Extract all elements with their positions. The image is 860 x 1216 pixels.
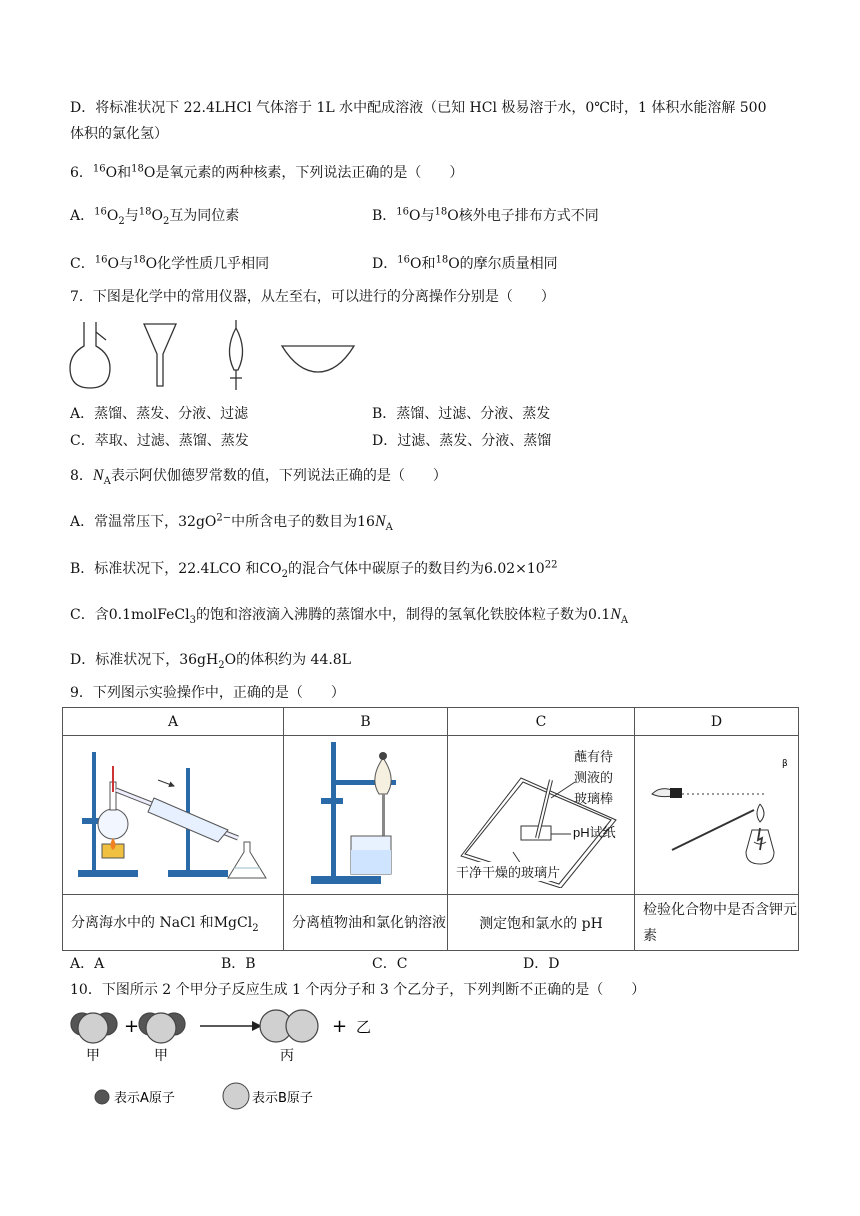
q6-stem: 6．$^{16}$O和$^{18}$O是氧元素的两种核素，下列说法正确的是（ ） bbox=[70, 163, 464, 181]
q9-caption-c: 测定饱和氯水的 pH bbox=[448, 895, 635, 951]
q9-option-c: C．C bbox=[372, 956, 408, 972]
legend-a-label: 表示A原子 bbox=[114, 1091, 175, 1106]
q8-stem: 8．$N_A$表示阿伏伽德罗常数的值，下列说法正确的是（ ） bbox=[70, 467, 447, 487]
legend-b-atom-icon bbox=[223, 1083, 249, 1109]
q7-option-b: B．蒸馏、过滤、分液、蒸发 bbox=[372, 406, 551, 422]
q9-stem: 9．下列图示实验操作中，正确的是（ ） bbox=[70, 685, 345, 701]
q9-header-d: D bbox=[635, 708, 799, 736]
q8-option-c: C．含0.1molFeCl$_3$的饱和溶液滴入沸腾的蒸馏水中，制得的氢氧化铁胶体粒子数为$0.1N_A$ bbox=[70, 606, 629, 626]
plus-sign-2: + bbox=[332, 1016, 348, 1037]
q6-option-c: C．$^{16}$O与$^{18}$O化学性质几乎相同 bbox=[70, 254, 270, 272]
q8-option-d: D．标准状况下，$36gH_2O$的体积约为 44.8L bbox=[70, 652, 352, 671]
q10-stem: 10．下图所示 2 个甲分子反应生成 1 个丙分子和 3 个乙分子，下列判断不正确的是（ ） bbox=[70, 982, 646, 998]
q9-caption-b: 分离植物油和氯化钠溶液 bbox=[284, 895, 448, 951]
q9-figure-b bbox=[284, 736, 448, 895]
q9-option-a: A．A bbox=[70, 956, 105, 972]
q9-figure-c bbox=[448, 736, 635, 895]
q9-header-a: A bbox=[63, 708, 284, 736]
q10-reaction-diagram bbox=[66, 1002, 386, 1114]
molecule-jia-1 bbox=[71, 1013, 117, 1043]
distilling-flask-icon bbox=[70, 322, 110, 388]
glass-plate-label: 干净干燥的玻璃片 bbox=[456, 862, 560, 881]
funnel-icon bbox=[144, 324, 176, 386]
q6-option-d: D．$^{16}$O和$^{18}$O的摩尔质量相同 bbox=[372, 254, 558, 272]
molecule-bing-label: 丙 bbox=[280, 1048, 294, 1064]
q7-stem: 7．下图是化学中的常用仪器，从左至右，可以进行的分离操作分别是（ ） bbox=[70, 289, 555, 305]
q6-option-b: B．$^{16}$O与$^{18}$O核外电子排布方式不同 bbox=[372, 206, 599, 224]
q9-option-b: B．B bbox=[221, 956, 256, 972]
molecule-jia-2 bbox=[139, 1013, 185, 1043]
q8-option-a: A．常温常压下，$32gO^{2-}$中所含电子的数目为$16N_A$ bbox=[70, 512, 393, 533]
q7-option-a: A．蒸馏、蒸发、分液、过滤 bbox=[70, 406, 249, 422]
q7-option-c: C．萃取、过滤、蒸馏、蒸发 bbox=[70, 433, 249, 449]
molecule-jia-label-1: 甲 bbox=[86, 1048, 100, 1064]
q9-caption-d: 检验化合物中是否含钾元素 bbox=[635, 895, 799, 951]
q9-table bbox=[62, 707, 799, 951]
legend-a-atom-icon bbox=[95, 1090, 109, 1104]
separatory-funnel-icon bbox=[229, 320, 242, 390]
separation-funnel-setup-icon bbox=[291, 738, 441, 888]
q9-option-d: D．D bbox=[523, 956, 560, 972]
q6-option-a: A．$^{16}O_2$与$^{18}O_2$互为同位素 bbox=[70, 206, 240, 227]
q8-option-b: B．标准状况下，22.4LCO 和$CO_2$的混合气体中碳原子的数目约为$6.02\times 10^{22}$ bbox=[70, 559, 558, 580]
ph-paper-label: pH试纸 bbox=[573, 825, 616, 840]
flame-test-mark: β bbox=[781, 759, 788, 769]
q9-figure-a bbox=[63, 736, 284, 895]
q5-option-d-line1: D．将标准状况下 22.4LHCl 气体溶于 1L 水中配成溶液（已知 HCl 极易溶于水，0℃时，1 体积水能溶解 500 bbox=[70, 100, 767, 116]
distillation-apparatus-icon bbox=[68, 738, 278, 888]
q7-apparatus-figure bbox=[66, 316, 366, 396]
q9-figure-d bbox=[635, 736, 799, 895]
molecule-bing bbox=[260, 1010, 318, 1042]
q7-option-d: D．过滤、蒸发、分液、蒸馏 bbox=[372, 433, 552, 449]
legend-b-label: 表示B原子 bbox=[252, 1091, 313, 1106]
plus-sign-1: + bbox=[124, 1016, 140, 1037]
q5-option-d-line2: 体积的氯化氢） bbox=[70, 126, 168, 142]
q9-caption-a: 分离海水中的 NaCl 和MgCl$_2$ bbox=[63, 895, 284, 951]
evaporating-dish-icon bbox=[282, 346, 354, 372]
q9-header-b: B bbox=[284, 708, 448, 736]
flame-test-icon bbox=[642, 738, 792, 888]
q9-header-c: C bbox=[448, 708, 635, 736]
molecule-yi-label: 乙 bbox=[356, 1018, 372, 1036]
ph-rod-label: 蘸有待 测液的 玻璃棒 bbox=[574, 749, 614, 806]
molecule-jia-label-2: 甲 bbox=[154, 1048, 168, 1064]
